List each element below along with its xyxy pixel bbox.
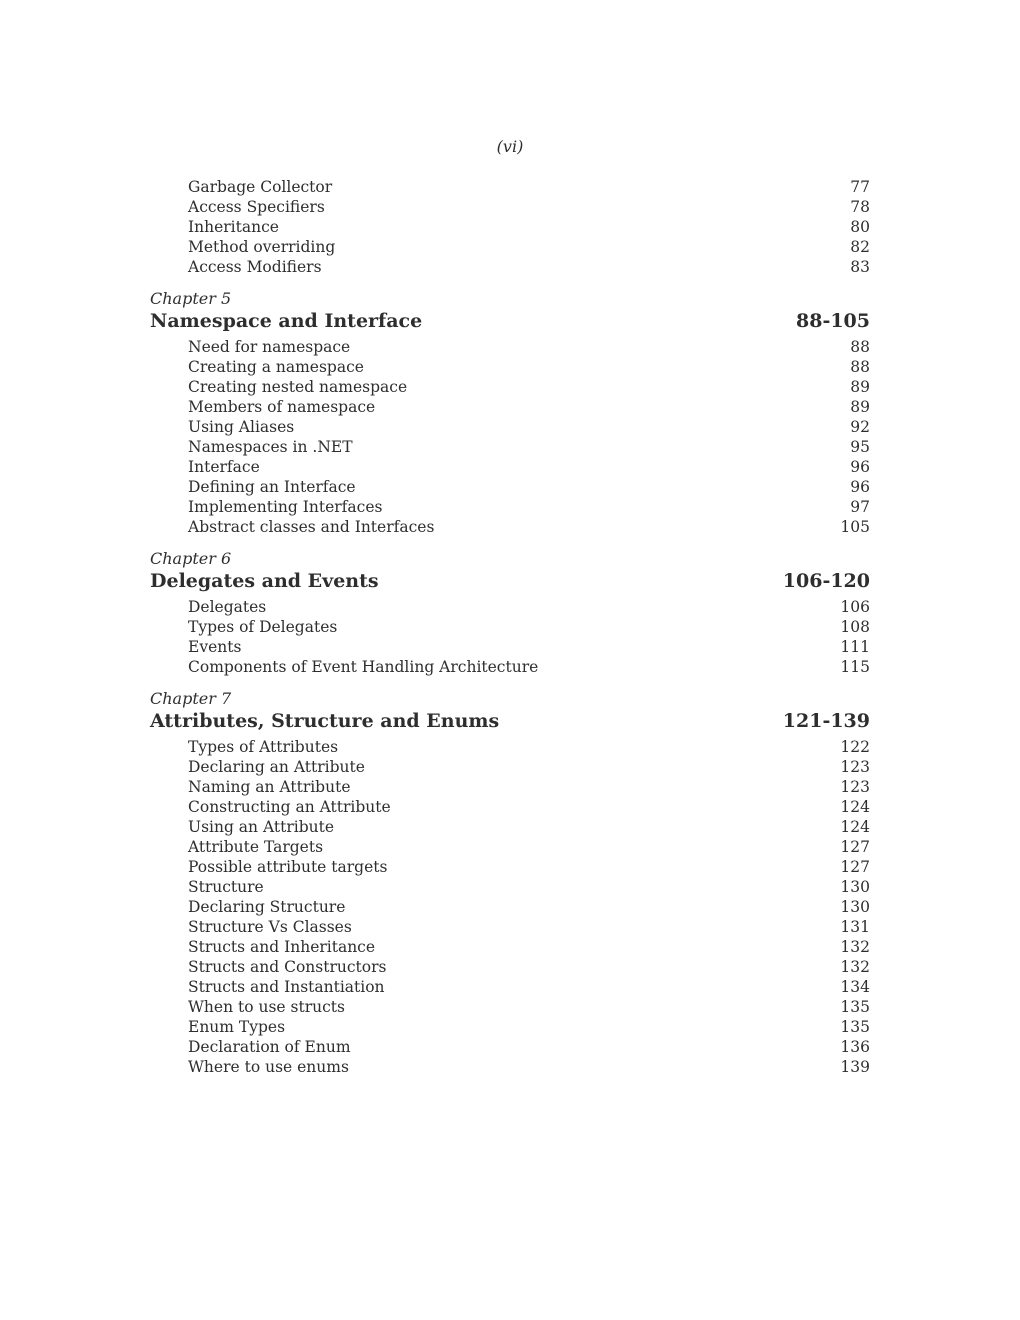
toc-entry-title: Declaring an Attribute: [188, 758, 365, 776]
toc-entry-title: Creating nested namespace: [188, 378, 408, 396]
toc-entry-page: 131: [840, 918, 870, 936]
toc-entry: [150, 617, 870, 637]
toc-entry: [150, 457, 870, 477]
toc-entry-title: Structs and Constructors: [188, 958, 387, 976]
toc-entry-title: Declaration of Enum: [188, 1038, 351, 1056]
toc-entry-page: 88: [850, 358, 870, 376]
table-of-contents: [150, 177, 870, 1077]
toc-entry: [150, 437, 870, 457]
toc-entry-page: 115: [840, 658, 870, 676]
toc-entry: [150, 177, 870, 197]
toc-entry: [150, 937, 870, 957]
toc-entry-title: Members of namespace: [188, 398, 376, 416]
toc-entry: [150, 217, 870, 237]
toc-entry: [150, 997, 870, 1017]
toc-entry-page: 89: [850, 378, 870, 396]
toc-entry-page: 96: [850, 458, 870, 476]
toc-entry-page: 134: [840, 978, 870, 996]
toc-entry: [150, 877, 870, 897]
chapter-7: [150, 689, 870, 1077]
toc-entry-title: Components of Event Handling Architecture: [188, 658, 539, 676]
toc-entry-page: 80: [850, 218, 870, 236]
chapter-label: Chapter 7: [150, 689, 232, 708]
toc-entry-page: 124: [840, 798, 870, 816]
toc-entry-page: 135: [840, 998, 870, 1016]
toc-entry: [150, 657, 870, 677]
toc-entry-page: 82: [850, 238, 870, 256]
toc-entry-page: 124: [840, 818, 870, 836]
toc-entry: [150, 1057, 870, 1077]
toc-entry-title: Access Modifiers: [188, 258, 322, 276]
toc-entry-title: Types of Delegates: [188, 618, 338, 636]
toc-entry-page: 136: [840, 1038, 870, 1056]
chapter-label: Chapter 5: [150, 289, 232, 308]
toc-entry-title: Structure Vs Classes: [188, 918, 352, 936]
toc-entry-title: Defining an Interface: [188, 478, 356, 496]
toc-entry-page: 105: [840, 518, 870, 536]
continued-entries: [150, 177, 870, 277]
toc-entry-title: Method overriding: [188, 238, 336, 256]
toc-entry: [150, 257, 870, 277]
toc-entry-title: Need for namespace: [188, 338, 351, 356]
toc-entry-title: Structs and Instantiation: [188, 978, 385, 996]
toc-entry-title: When to use structs: [188, 998, 345, 1016]
toc-entry: [150, 1017, 870, 1037]
toc-entry: [150, 957, 870, 977]
chapter-title: Namespace and Interface: [150, 310, 423, 332]
toc-entry-title: Constructing an Attribute: [188, 798, 391, 816]
toc-entry-title: Abstract classes and Interfaces: [188, 518, 435, 536]
chapter-heading: [150, 709, 870, 733]
toc-entry-page: 88: [850, 338, 870, 356]
toc-entry: [150, 597, 870, 617]
toc-entry: [150, 777, 870, 797]
page-number: (vi): [496, 137, 524, 156]
toc-entry: [150, 497, 870, 517]
toc-entry-page: 97: [850, 498, 870, 516]
chapter-heading: [150, 569, 870, 593]
chapter-5: [150, 289, 870, 537]
toc-entry: [150, 857, 870, 877]
chapter-6: [150, 549, 870, 677]
chapter-title: Delegates and Events: [150, 570, 379, 592]
toc-entry-page: 127: [840, 838, 870, 856]
toc-entry: [150, 377, 870, 397]
toc-entry-page: 111: [840, 638, 870, 656]
toc-entry-page: 108: [840, 618, 870, 636]
toc-entry: [150, 237, 870, 257]
toc-entry: [150, 917, 870, 937]
toc-entry-page: 89: [850, 398, 870, 416]
toc-entry: [150, 837, 870, 857]
chapter-pages: 88-105: [796, 310, 870, 332]
toc-entry: [150, 397, 870, 417]
toc-entry: [150, 517, 870, 537]
toc-entry: [150, 197, 870, 217]
chapter-pages: 121-139: [782, 710, 870, 732]
toc-entry-title: Attribute Targets: [188, 838, 324, 856]
toc-entry-title: Types of Attributes: [188, 738, 339, 756]
chapter-pages: 106-120: [782, 570, 870, 592]
toc-entry-title: Delegates: [188, 598, 267, 616]
toc-entry-page: 122: [840, 738, 870, 756]
toc-entry: [150, 737, 870, 757]
toc-entry: [150, 817, 870, 837]
toc-entry: [150, 977, 870, 997]
toc-entry-page: 123: [840, 758, 870, 776]
toc-entry: [150, 477, 870, 497]
toc-entry-page: 130: [840, 898, 870, 916]
toc-entry-title: Using Aliases: [188, 418, 295, 436]
toc-entry-title: Structure: [188, 878, 264, 896]
toc-entry-page: 130: [840, 878, 870, 896]
toc-entry-title: Inheritance: [188, 218, 279, 236]
toc-entry-page: 83: [850, 258, 870, 276]
toc-entry-page: 96: [850, 478, 870, 496]
toc-entry-page: 132: [840, 938, 870, 956]
toc-entry-page: 106: [840, 598, 870, 616]
toc-entry-title: Creating a namespace: [188, 358, 364, 376]
toc-entry-title: Enum Types: [188, 1018, 286, 1036]
toc-entry: [150, 417, 870, 437]
chapter-title: Attributes, Structure and Enums: [150, 710, 500, 732]
toc-entry-title: Using an Attribute: [188, 818, 335, 836]
toc-entry-title: Implementing Interfaces: [188, 498, 383, 516]
toc-entry: [150, 797, 870, 817]
toc-entry: [150, 757, 870, 777]
toc-entry-page: 135: [840, 1018, 870, 1036]
toc-entry: [150, 337, 870, 357]
toc-entry-title: Where to use enums: [188, 1058, 349, 1076]
chapter-label: Chapter 6: [150, 549, 232, 568]
toc-entry: [150, 637, 870, 657]
toc-entry-page: 78: [850, 198, 870, 216]
toc-entry: [150, 357, 870, 377]
toc-entry-page: 123: [840, 778, 870, 796]
toc-entry-title: Interface: [188, 458, 260, 476]
toc-entry-page: 139: [840, 1058, 870, 1076]
toc-entry-title: Access Specifiers: [188, 198, 325, 216]
toc-entry-title: Declaring Structure: [188, 898, 346, 916]
toc-entry: [150, 1037, 870, 1057]
toc-entry-title: Structs and Inheritance: [188, 938, 376, 956]
toc-entry-page: 132: [840, 958, 870, 976]
toc-entry-page: 95: [850, 438, 870, 456]
toc-entry: [150, 897, 870, 917]
toc-entry-title: Events: [188, 638, 242, 656]
toc-entry-page: 92: [850, 418, 870, 436]
toc-entry-page: 77: [850, 178, 870, 196]
toc-entry-page: 127: [840, 858, 870, 876]
chapter-heading: [150, 309, 870, 333]
toc-entry-title: Garbage Collector: [188, 178, 333, 196]
toc-entry-title: Naming an Attribute: [188, 778, 351, 796]
toc-entry-title: Possible attribute targets: [188, 858, 388, 876]
toc-entry-title: Namespaces in .NET: [188, 438, 353, 456]
